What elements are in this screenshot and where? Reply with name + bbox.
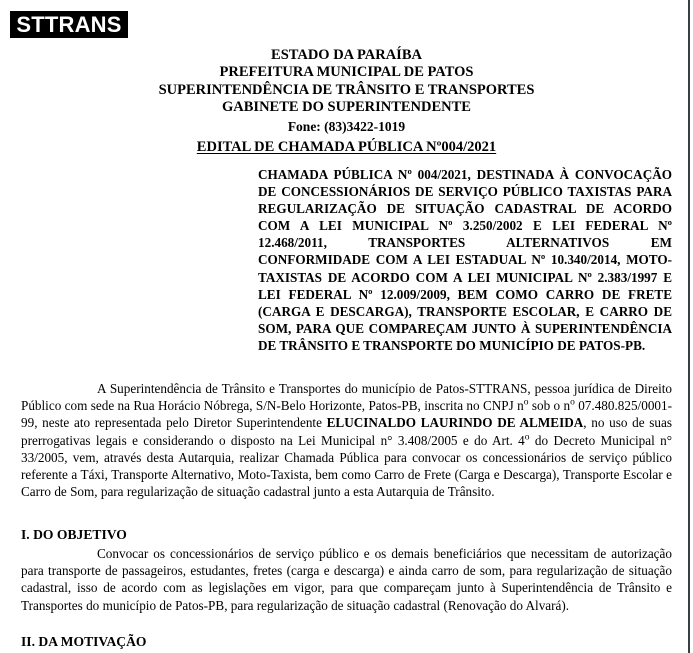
letterhead-line-office: GABINETE DO SUPERINTENDENTE [222,99,471,116]
letterhead-phone: Fone: (83)3422-1019 [287,118,406,134]
objetivo-body: Convocar os concessionários de serviço público e os demais beneficiários que necessitam de autorização para transporte de passageiros, estudantes, fretes (carga e descarga) e ainda carro de som, para regularização de situação cadastral, isso de acordo com as legislações em vigor, para que compareçam junto à Superintendência de Trânsito e Transportes do município de Patos-PB, para regularização de situação cadastral (Renovação do Alvará). [21,546,672,613]
ordinal-mark-3: o [524,432,530,443]
director-name: ELUCINALDO LAURINDO DE ALMEIDA [326,415,584,431]
edital-title [0,138,693,156]
preamble-part-4: , no uso de suas prerrogativas legais e considerando o disposto na Lei Municipal n° 3.408/2005 e do Art. 4 [21,415,672,448]
edital-title-text: EDITAL DE CHAMADA PÚBLICA Nº004/2021 [196,139,497,155]
letterhead-line-city: PREFEITURA MUNICIPAL DE PATOS [219,64,474,81]
section-heading-motivacao: II. DA MOTIVAÇÃO [21,634,147,649]
preamble-part-1: A Superintendência de Trânsito e Transportes do município de Patos-STTRANS, pessoa jurídica de Direito Público com sede na Rua Horácio Nóbrega, S/N-Belo Horizonte, Patos-PB, inscrita no CNPJ n [21,381,672,414]
ordinal-mark-1: o [523,397,529,408]
sttrans-logo: STTRANS [10,11,128,38]
letterhead-line-department: SUPERINTENDÊNCIA DE TRÂNSITO E TRANSPORTES [158,81,535,98]
preamble-part-5: do Decreto Municipal n° 33/2005, vem, através desta Autarquia, realizar Chamada Pública para convocar os concessionários de serviço público referente a Táxi, Transporte Alternativo, Moto-Taxista, bem como Carro de Frete (Carga e Descarga), Transporte Escolar e Carro de Som, para regularização de situação cadastral junto a esta Autarquia de Trânsito. [21,432,672,500]
edital-summary-paragraph: CHAMADA PÚBLICA Nº 004/2021, DESTINADA À CONVOCAÇÃO DE CONCESSIONÁRIOS DE SERVIÇO PÚBLICO TAXISTAS PARA REGULARIZAÇÃO DE SITUAÇÃO CADASTRAL DE ACORDO COM A LEI MUNICIPAL Nº 3.250/2002 E LEI FEDERAL Nº 12.468/2011, TRANSPORTES ALTERNATIVOS EM CONFORMIDADE COM A LEI ESTADUAL Nº 10.340/2014, MOTO-TAXISTAS DE ACORDO COM A LEI MUNICIPAL Nº 2.383/1997 E LEI FEDERAL Nº 12.009/2009, BEM COMO CARRO DE FRETE (CARGA E DESCARGA), TRANSPORTE ESCOLAR, E CARRO DE SOM, PARA QUE COMPAREÇAM JUNTO À SUPERINTENDÊNCIA DE TRÂNSITO E TRANSPORTE DO MUNICÍPIO DE PATOS-PB. [258,167,672,353]
letterhead-line-state: ESTADO DA PARAÍBA [271,47,422,63]
section-text-objetivo [21,545,672,614]
ordinal-mark-2: o [570,397,575,408]
section-heading-objetivo: I. DO OBJETIVO [21,527,127,542]
preamble-part-2: sob o n [528,398,571,414]
preamble-paragraph [21,380,672,500]
letterhead [0,47,693,135]
preamble-part-3: 07.480.825/0001-99, neste ato representada pelo Diretor Superintendente [21,398,672,431]
